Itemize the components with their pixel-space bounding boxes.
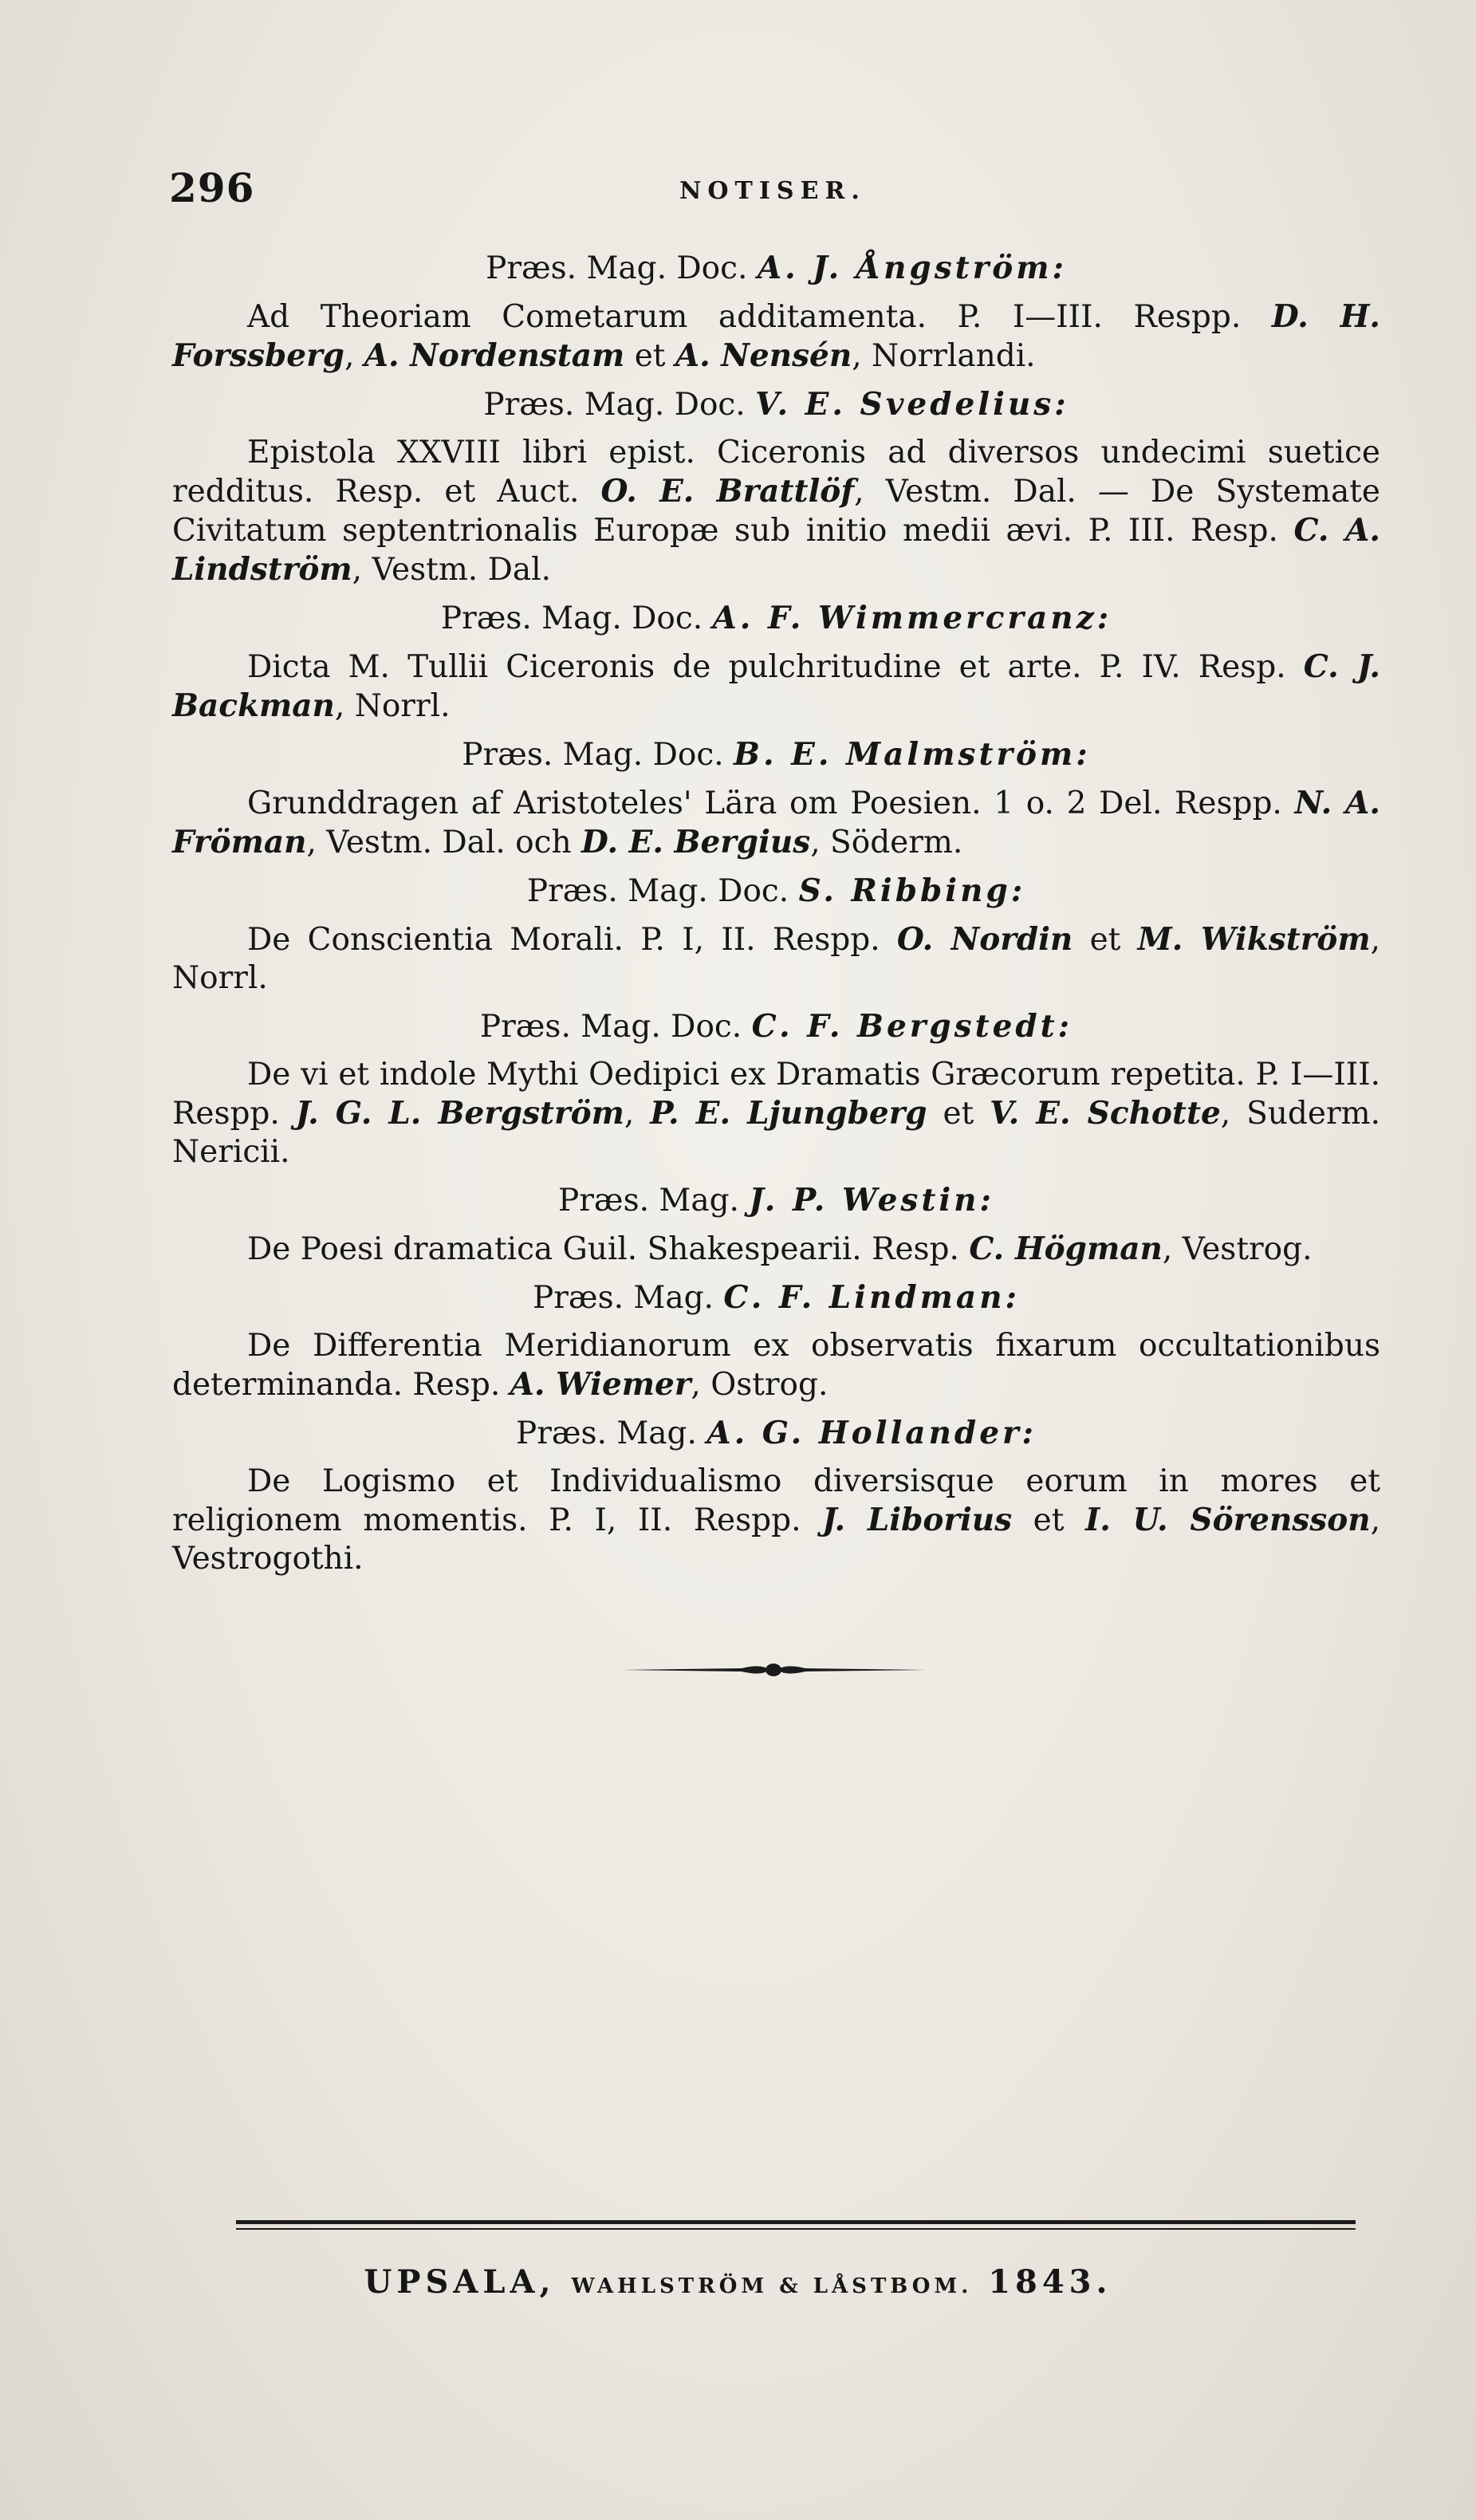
praeses-title: Præs. Mag. Doc.: [486, 250, 748, 286]
ornament-divider: [622, 1660, 925, 1679]
praeses-line: [172, 599, 1380, 638]
page-number: 296: [169, 164, 255, 211]
praeses-name: A. F. Wimmercranz:: [712, 600, 1112, 636]
praeses-line: [172, 1414, 1380, 1453]
praeses-name: B. E. Malmström:: [733, 736, 1091, 773]
praeses-title: Præs. Mag. Doc.: [440, 600, 703, 636]
praeses-title: Præs. Mag. Doc.: [479, 1009, 742, 1045]
dissertation-entry: Ad Theoriam Cometarum additamenta. P. I—III. Respp. D. H. Forssberg, A. Nordenstam et A. Nensén, Norrlandi.: [172, 298, 1380, 374]
praeses-title: Præs. Mag.: [516, 1416, 697, 1451]
dissertation-entry: De Differentia Meridianorum ex observatis fixarum occultationibus determinanda. Resp. A. Wiemer, Ostrog.: [172, 1328, 1380, 1403]
praeses-title: Præs. Mag. Doc.: [483, 387, 746, 423]
praeses-line: [172, 872, 1380, 911]
praeses-title: Præs. Mag.: [533, 1280, 714, 1316]
dissertation-entry: De Poesi dramatica Guil. Shakespearii. Resp. C. Högman, Vestrog.: [247, 1230, 1313, 1267]
dissertation-entry: Epistola XXVIII libri epist. Ciceronis ad diversos undecimi suetice redditus. Resp. et Auct. O. E. Brattlöf, Vestm. Dal. — De Systemate Civitatum septentrionalis Europæ sub initio medii ævi. P. III. Resp. C. A. Lindström, Vestm. Dal.: [172, 435, 1380, 588]
praeses-name: A. G. Hollander:: [707, 1415, 1037, 1451]
dissertation-entry: De Conscientia Morali. P. I, II. Respp. O. Nordin et M. Wikström, Norrl.: [172, 921, 1380, 996]
praeses-name: C. F. Bergstedt:: [751, 1008, 1073, 1045]
footer-rule: [236, 2220, 1356, 2224]
praeses-title: Præs. Mag.: [558, 1183, 739, 1219]
praeses-line: [172, 385, 1380, 424]
praeses-name: J. P. Westin:: [749, 1182, 994, 1219]
praeses-title: Præs. Mag. Doc.: [462, 737, 724, 773]
page-header: [169, 164, 1381, 212]
dissertation-entry: Grunddragen af Aristoteles' Lära om Poesien. 1 o. 2 Del. Respp. N. A. Fröman, Vestm. Dal. och D. E. Bergius, Söderm.: [172, 785, 1380, 860]
praeses-name: V. E. Svedelius:: [755, 386, 1069, 423]
praeses-line: [172, 1007, 1380, 1046]
praeses-line: [172, 735, 1380, 774]
imprint-year: 1843.: [988, 2263, 1112, 2301]
footer-rule-thin: [236, 2228, 1356, 2230]
imprint: [0, 2263, 1476, 2301]
dissertation-entry: Dicta M. Tullii Ciceronis de pulchritudine et arte. P. IV. Resp. C. J. Backman, Norrl.: [172, 648, 1380, 724]
imprint-printer: WAHLSTRÖM & LÅSTBOM.: [571, 2274, 973, 2298]
praeses-name: A. J. Ångström:: [757, 250, 1067, 286]
praeses-name: C. F. Lindman:: [723, 1279, 1020, 1316]
running-title: NOTISER.: [679, 177, 866, 205]
dissertation-entry: De vi et indole Mythi Oedipici ex Dramatis Græcorum repetita. P. I—III. Respp. J. G. L. Bergström, P. E. Ljungberg et V. E. Schotte, Suderm. Nericii.: [172, 1057, 1380, 1170]
praeses-title: Præs. Mag. Doc.: [526, 873, 789, 909]
dissertation-list: [172, 239, 1380, 1578]
praeses-line: [172, 1181, 1380, 1220]
praeses-name: S. Ribbing:: [798, 872, 1026, 909]
praeses-line: [172, 249, 1380, 288]
praeses-line: [172, 1278, 1380, 1317]
dissertation-entry: De Logismo et Individualismo diversisque eorum in mores et religionem momentis. P. I, II. Respp. J. Liborius et I. U. Sörensson, Vestrogothi.: [172, 1463, 1380, 1577]
imprint-city: UPSALA,: [364, 2263, 556, 2301]
